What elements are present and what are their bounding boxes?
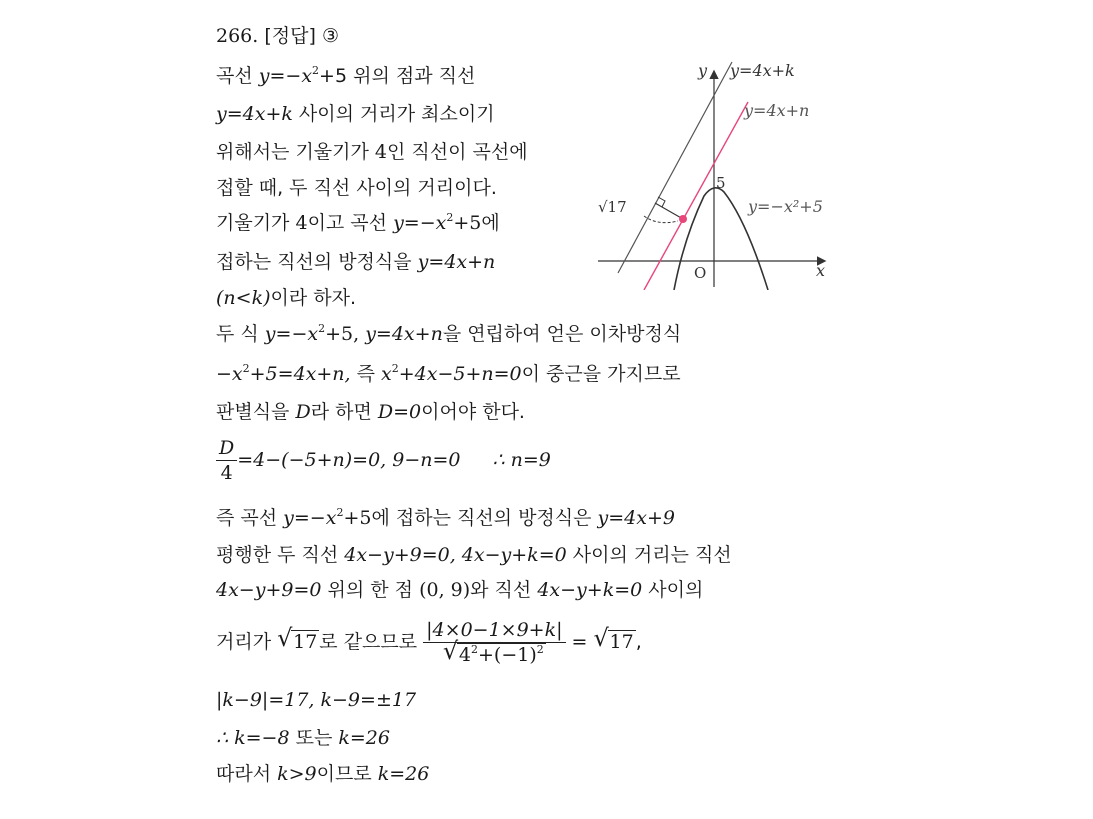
- text-line-3: [216, 140, 528, 164]
- variable: D: [295, 401, 311, 423]
- radicand: 17: [293, 631, 318, 653]
- denominator: 4: [220, 462, 233, 484]
- text-line-1: [216, 64, 475, 88]
- exponent: 2: [471, 643, 478, 656]
- exponent: 2: [446, 211, 454, 224]
- text: 거리가: [216, 631, 278, 653]
- text: 평행한 두 직선: [216, 544, 345, 566]
- denominator: [423, 637, 565, 666]
- equation: +5=4x+n,: [249, 363, 351, 385]
- radicand: [457, 643, 546, 666]
- equation: y=4x+n: [417, 251, 496, 273]
- text-line-10: [216, 400, 525, 424]
- text: 따라서: [216, 763, 278, 785]
- text: 즉: [350, 363, 382, 385]
- text: 사이의 거리가 최소이기: [292, 103, 495, 125]
- exponent: 2: [536, 643, 544, 656]
- text: 을 연립하여 얻은 이차방정식: [442, 323, 682, 345]
- perpendicular-segment: [655, 203, 683, 219]
- number: 4: [295, 212, 308, 234]
- text: 이라 하자.: [270, 287, 356, 309]
- problem-header: [216, 24, 339, 48]
- text: 기울기가: [216, 212, 296, 234]
- origin-label: O: [694, 264, 707, 282]
- term: +(−1): [478, 644, 537, 666]
- text: 사이의: [642, 579, 704, 601]
- equation: y=−x: [258, 65, 313, 87]
- equation: 4x−y+k=0: [537, 579, 643, 601]
- exponent: 2: [242, 362, 250, 375]
- text: 접하는 직선의 방정식을: [216, 251, 418, 273]
- equation: −x: [216, 363, 243, 385]
- text-line-5: [216, 211, 500, 235]
- equation: y=4x+k: [216, 103, 293, 125]
- problem-number: 266.: [216, 25, 259, 47]
- equation: D=0: [377, 401, 422, 423]
- text-line-16: [216, 688, 416, 712]
- text: 에 접하는 직선의 방정식은: [371, 507, 598, 529]
- distance-label: √17: [598, 198, 627, 216]
- radical-sign: √: [277, 624, 293, 652]
- line-k-label: y=4x+k: [730, 61, 795, 80]
- text-line-14: [216, 578, 703, 602]
- x-axis-label: x: [816, 261, 826, 280]
- text-line-17: [216, 726, 390, 750]
- numerator: |4×0−1×9+k|: [423, 619, 565, 643]
- equation: y=4x+n: [365, 323, 443, 345]
- equation: y=−x: [283, 507, 337, 529]
- text: 이고 곡선: [307, 212, 394, 234]
- text: 인 직선이 곡선에: [387, 141, 528, 163]
- text: 에: [481, 212, 500, 234]
- term: 4: [458, 644, 471, 666]
- text-line-12: [216, 506, 675, 530]
- equals: =: [565, 631, 594, 653]
- text-line-8: [216, 322, 681, 346]
- equation: y=4x+9: [597, 507, 675, 529]
- equation: +5: [343, 507, 372, 529]
- text-line-9: [216, 362, 681, 386]
- equation: y=−x: [393, 212, 447, 234]
- exponent: 2: [312, 64, 320, 77]
- text: 로 같으므로: [319, 631, 424, 653]
- text-line-13: [216, 543, 732, 567]
- exponent: 2: [318, 322, 326, 335]
- sqrt-result: [594, 612, 636, 672]
- text: 라 하면: [310, 401, 378, 423]
- line-n-label: y=4x+n: [744, 101, 810, 120]
- radicand: 17: [609, 631, 634, 653]
- text-line-18: [216, 762, 429, 786]
- distance-callout-arrow: [644, 216, 678, 223]
- curve-label: y=−x²+5: [748, 197, 823, 216]
- line-k: [618, 62, 732, 273]
- equation: y=−x: [264, 323, 319, 345]
- text-line-4: [216, 176, 497, 200]
- text: 위해서는 기울기가: [216, 141, 375, 163]
- text: 즉 곡선: [216, 507, 284, 529]
- answer-label: [정답]: [264, 25, 316, 47]
- tangent-line-graph: [596, 58, 856, 290]
- text: 위의 한 점: [321, 579, 420, 601]
- point: (0, 9): [419, 579, 471, 601]
- equation: ∴ k=−8: [216, 727, 290, 749]
- equation: k=26: [377, 763, 430, 785]
- text: +5 위의 점과 직선: [319, 65, 476, 87]
- text: 이 중근을 가지므로: [521, 363, 681, 385]
- y-intercept-label: 5: [716, 174, 726, 192]
- text: 두 식: [216, 323, 265, 345]
- comma: ,: [635, 631, 642, 653]
- text-line-2: [216, 102, 495, 126]
- sqrt-denominator: [442, 637, 546, 666]
- equation: +4x−5+n=0: [398, 363, 522, 385]
- sqrt-expression: [277, 612, 319, 672]
- equation: 4x−y+9=0, 4x−y+k=0: [344, 544, 567, 566]
- exponent: 2: [336, 506, 344, 519]
- text: 이므로: [316, 763, 378, 785]
- text-line-15: [216, 612, 642, 672]
- equation: +5: [453, 212, 482, 234]
- text: 곡선: [216, 65, 259, 87]
- conclusion: ∴ n=9: [492, 449, 551, 471]
- equation: k=26: [338, 727, 390, 749]
- y-axis-label: y: [698, 61, 708, 80]
- equation: (n<k): [216, 287, 271, 309]
- answer-mark: ③: [321, 25, 339, 47]
- text-line-6: [216, 250, 495, 274]
- text: 와 직선: [470, 579, 538, 601]
- equation: +5,: [325, 323, 366, 345]
- text: 접할 때, 두 직선 사이의 거리이다.: [216, 177, 497, 199]
- distance-fraction: [423, 619, 565, 666]
- text: 사이의 거리는 직선: [566, 544, 732, 566]
- text: 또는: [289, 727, 339, 749]
- equation: |k−9|=17, k−9=±17: [216, 689, 417, 711]
- text: 판별식을: [216, 401, 296, 423]
- exponent: 2: [391, 362, 399, 375]
- number: 4: [374, 141, 388, 163]
- text-line-11: [216, 436, 551, 484]
- equation: x: [381, 363, 392, 385]
- text: 이어야 한다.: [421, 401, 525, 423]
- fraction: [216, 437, 237, 484]
- numerator: D: [216, 437, 237, 461]
- radical-sign: √: [442, 637, 459, 665]
- equation: 4x−y+9=0: [216, 579, 322, 601]
- radical-sign: √: [593, 624, 609, 652]
- tangent-point: [679, 215, 687, 223]
- text-line-7: [216, 286, 356, 310]
- equation: k>9: [277, 763, 317, 785]
- equation: =4−(−5+n)=0, 9−n=0: [237, 449, 461, 471]
